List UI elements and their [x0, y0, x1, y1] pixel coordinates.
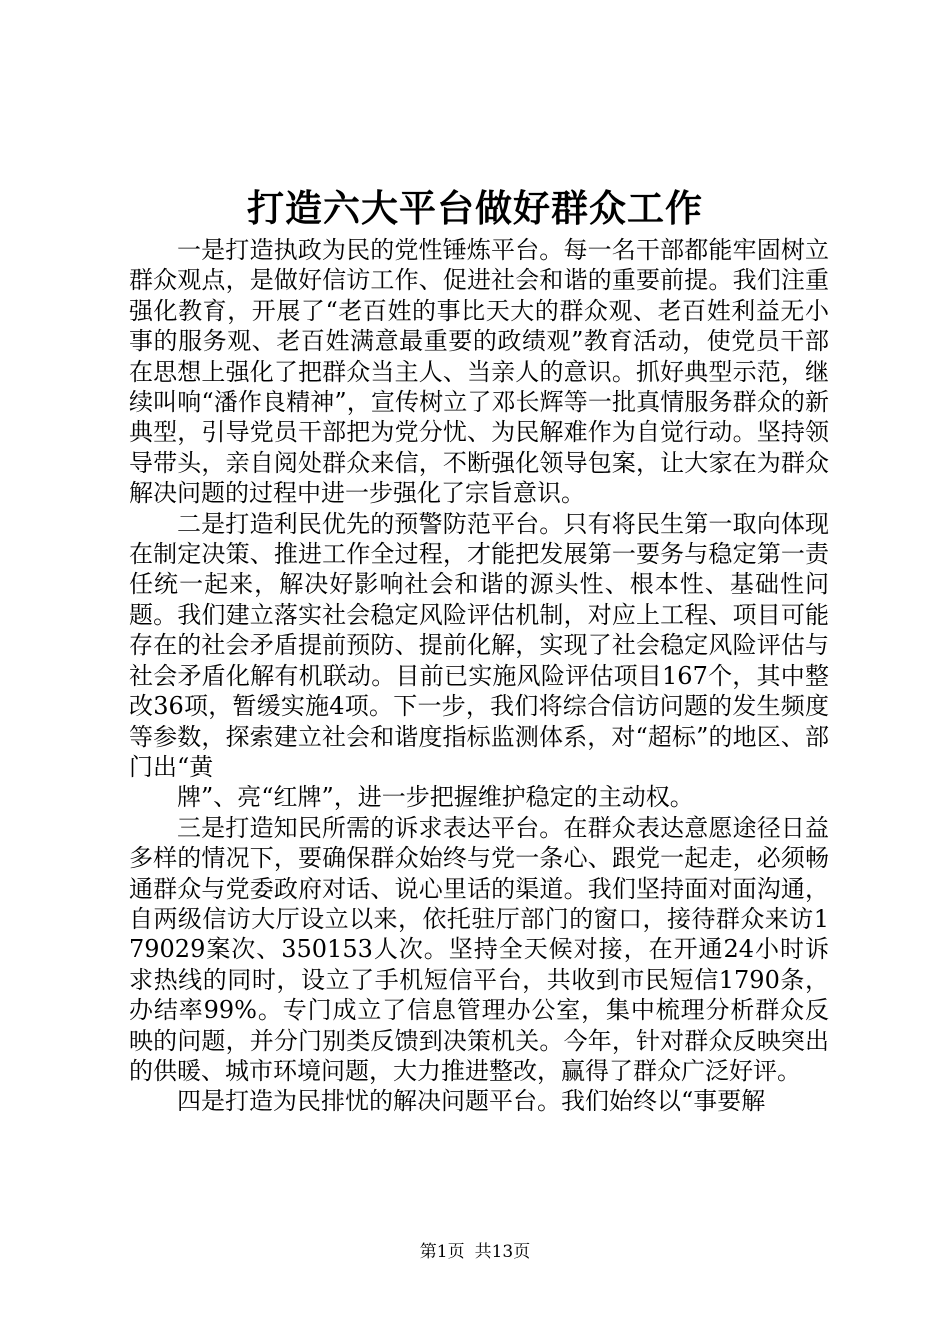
- paragraph-3: 三是打造知民所需的诉求表达平台。在群众表达意愿途径日益多样的情况下，要确保群众始终与党一条心、跟党一起走，必须畅通群众与党委政府对话、说心里话的渠道。我们坚持面对面沟通，自两级信访大厅设立以来，依托驻厅部门的窗口，接待群众来访179029案次、350153人次。坚持全天候对接，在开通24小时诉求热线的同时，设立了手机短信平台，共收到市民短信1790条，办结率99%。专门成立了信息管理办公室，集中梳理分析群众反映的问题，并分门别类反馈到决策机关。今年，针对群众反映突出的供暖、城市环境问题，大力推进整改，赢得了群众广泛好评。: [129, 813, 829, 1085]
- paragraph-4: 四是打造为民排忧的解决问题平台。我们始终以“事要解: [177, 1087, 766, 1116]
- page-footer: [0, 1240, 950, 1264]
- paragraph-2: 二是打造利民优先的预警防范平台。只有将民生第一取向体现在制定决策、推进工作全过程，才能把发展第一要务与稳定第一责任统一起来，解决好影响社会和谐的源头性、根本性、基础性问题。我们建立落实社会稳定风险评估机制，对应上工程、项目可能存在的社会矛盾提前预防、提前化解，实现了社会稳定风险评估与社会矛盾化解有机联动。目前已实施风险评估项目167个，其中整改36项，暂缓实施4项。下一步，我们将综合信访问题的发生频度等参数，探索建立社会和谐度指标监测体系，对“超标”的地区、部门出“黄: [129, 509, 829, 781]
- total-pages: 共13页: [474, 1242, 531, 1262]
- document-body: [129, 235, 829, 1117]
- document-title: 打造六大平台做好群众工作: [247, 186, 703, 230]
- paragraph-2-continuation: 牌”、亮“红牌”，进一步把握维护稳定的主动权。: [177, 783, 694, 812]
- paragraph-1: 一是打造执政为民的党性锤炼平台。每一名干部都能牢固树立群众观点，是做好信访工作、促进社会和谐的重要前提。我们注重强化教育，开展了“老百姓的事比天大的群众观、老百姓利益无小事的服务观、老百姓满意最重要的政绩观”教育活动，使党员干部在思想上强化了把群众当主人、当亲人的意识。抓好典型示范，继续叫响“潘作良精神”，宣传树立了邓长辉等一批真情服务群众的新典型，引导党员干部把为党分忧、为民解难作为自觉行动。坚持领导带头，亲自阅处群众来信，不断强化领导包案，让大家在为群众解决问题的过程中进一步强化了宗旨意识。: [129, 236, 829, 508]
- page-number: 第1页: [419, 1242, 465, 1262]
